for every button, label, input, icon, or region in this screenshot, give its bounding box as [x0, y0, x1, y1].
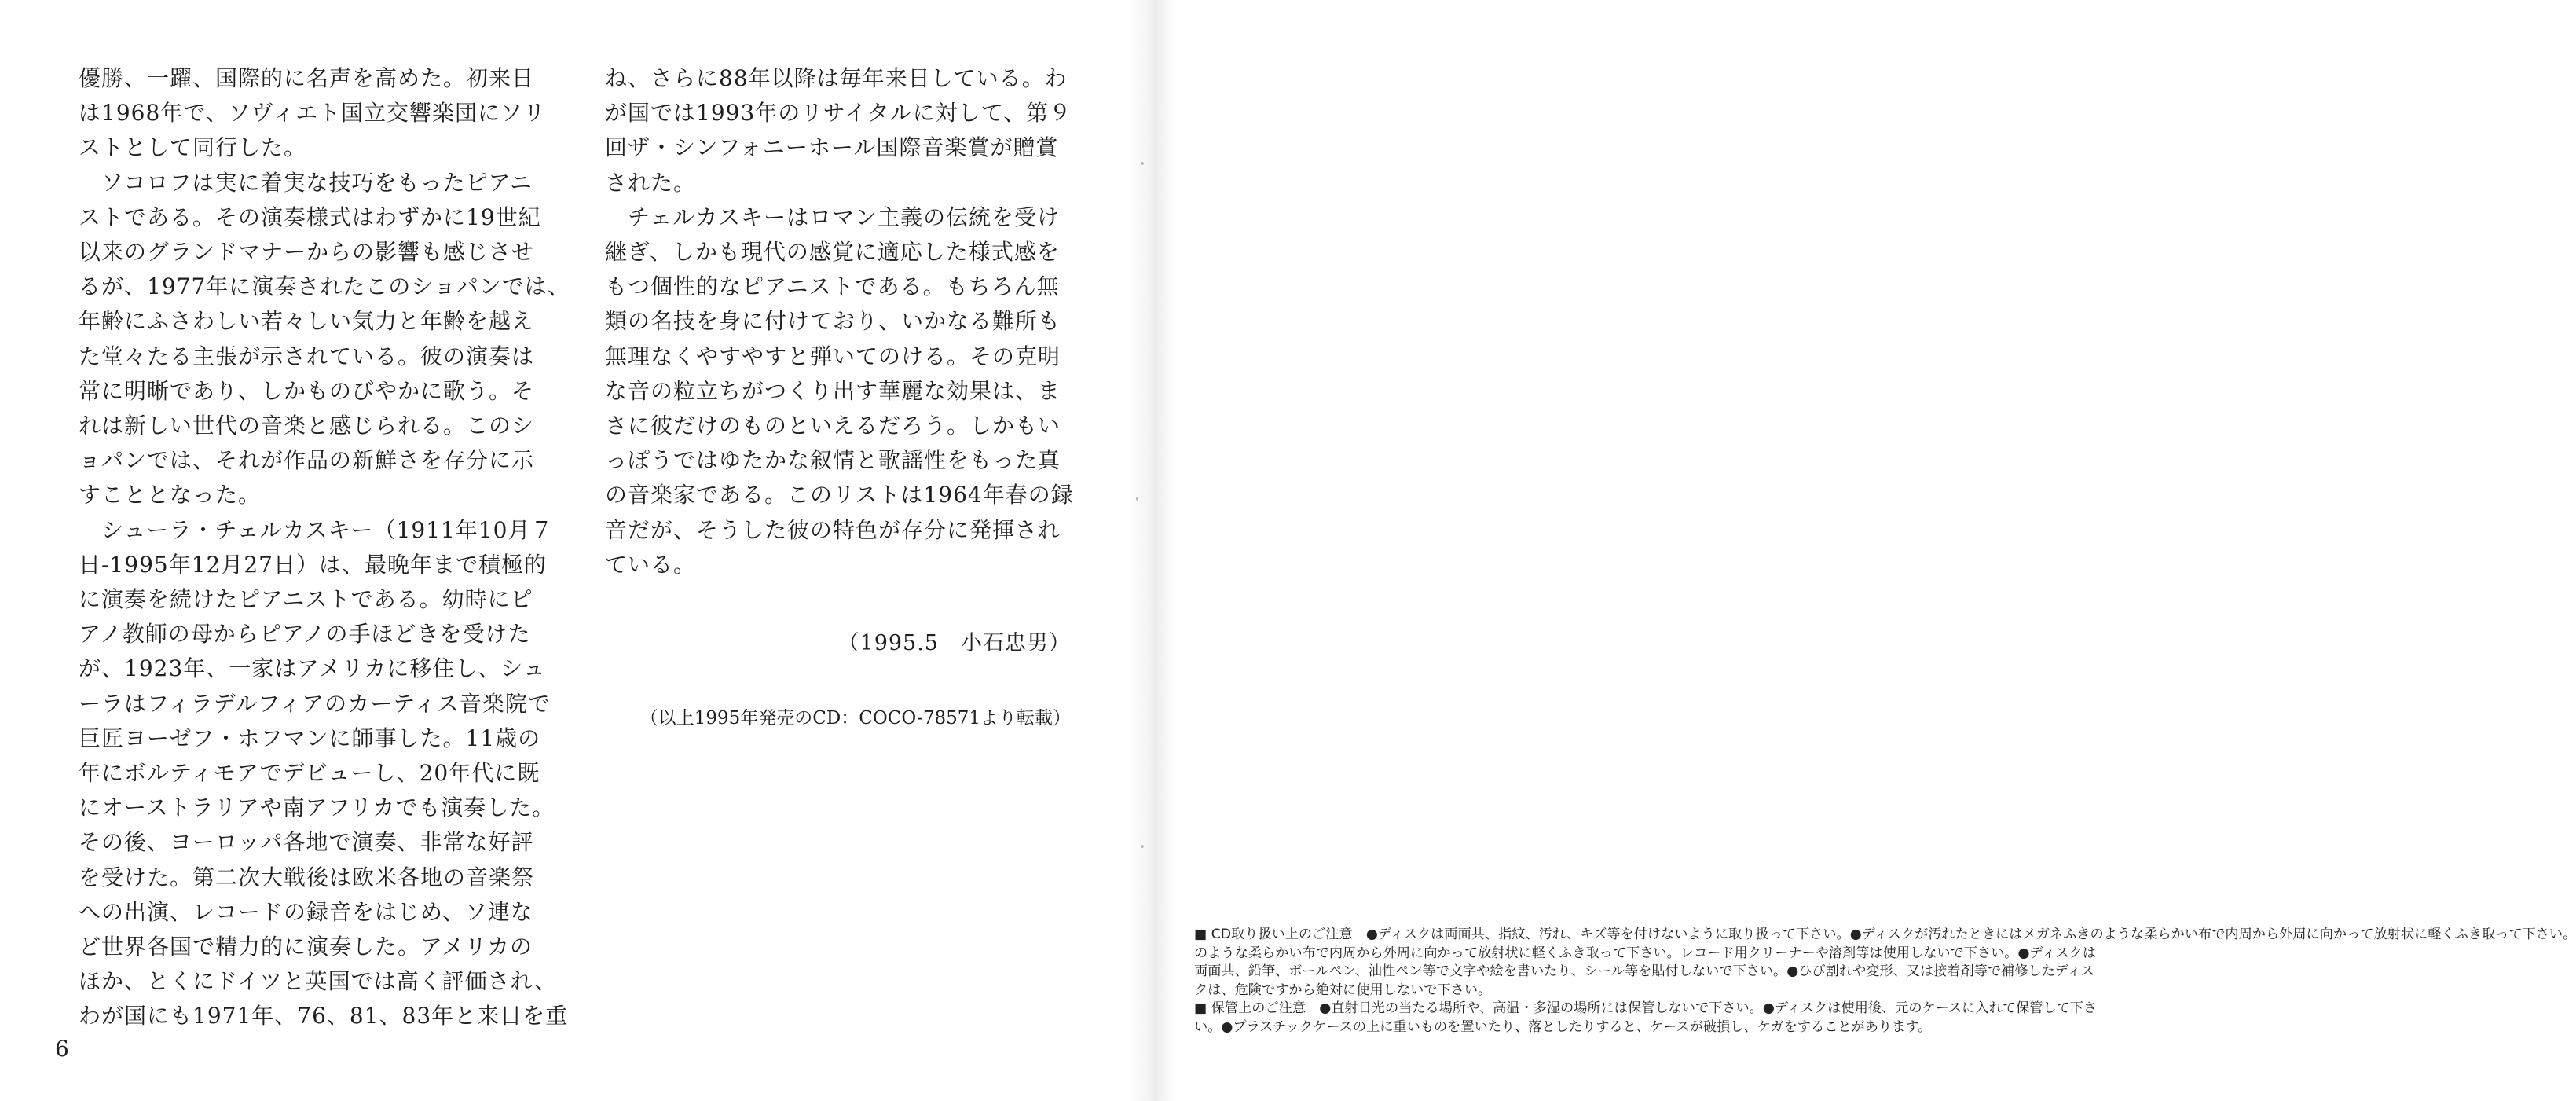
scan-speck	[1136, 497, 1138, 501]
text-line: ど世界各国で精力的に演奏した。アメリカの	[79, 934, 533, 960]
text-line: にオーストラリアや南アフリカでも演奏した。	[79, 795, 555, 821]
reprint-note: （以上1995年発売のCD：COCO-78571より転載）	[639, 708, 1071, 728]
text-line: ほか、とくにドイツと英国では高く評価され、	[79, 968, 558, 995]
note-line: ■ 保管上のご注意 ●直射日光の当たる場所や、高温・多湿の場所には保管しないで下さい。●ディスクは使用後、元のケースに入れて保管して下さ	[1194, 1000, 2098, 1016]
text-line: 年齢にふさわしい若々しい気力と年齢を越え	[79, 308, 535, 335]
text-line: 優勝、一躍、国際的に名声を高めた。初来日	[79, 65, 535, 91]
text-line: 無理なくやすやすと弾いてのける。その克明	[605, 343, 1061, 369]
text-line: 継ぎ、しかも現代の感覚に適応した様式感を	[605, 239, 1060, 266]
text-line: ョパンでは、それが作品の新鮮さを存分に示	[79, 447, 535, 474]
note-line: ■ CD取り扱い上のご注意 ●ディスクは両面共、指紋、汚れ、キズ等を付けないように取り扱って下さい。●ディスクが汚れたときにはメガネふきのような柔らかい布で内周から外周に向かって放射状に軽くふき取って下さい。	[1194, 927, 2576, 942]
text-line: への出演、レコードの録音をはじめ、ソ連な	[79, 898, 533, 925]
text-line: チェルカスキーはロマン主義の伝統を受け	[605, 204, 1061, 230]
note-line: 両面共、鉛筆、ボールペン、油性ペン等で文字や絵を書いたり、シール等を貼付しないで下さい。●ひび割れや変形、又は接着剤等で補修したディス	[1194, 963, 2094, 979]
text-line: 常に明晰であり、しかものびやかに歌う。そ	[79, 377, 535, 404]
text-line: ね、さらに88年以降は毎年来日している。わ	[605, 65, 1068, 91]
author-credit: （1995.5 小石忠男）	[837, 631, 1071, 655]
text-line: さに彼だけのものといえるだろう。しかもい	[605, 413, 1061, 439]
text-line: は1968年で、ソヴィエト国立交響楽団にソリ	[79, 100, 547, 127]
text-line: シューラ・チェルカスキー（1911年10月７	[79, 516, 554, 543]
text-line: を受けた。第二次大戦後は欧米各地の音楽祭	[79, 864, 535, 890]
text-line: その後、ヨーロッパ各地で演奏、非常な好評	[79, 829, 534, 856]
text-line: ーラはフィラデルフィアのカーティス音楽院で	[79, 690, 551, 717]
text-line: 年にボルティモアでデビューし、20年代に既	[79, 760, 540, 787]
note-line: い。●プラスチックケースの上に重いものを置いたり、落としたりすると、ケースが破損し、ケガをすることがあります。	[1194, 1018, 1932, 1035]
text-line: アノ教師の母からピアノの手ほどきを受けた	[79, 621, 531, 648]
note-line: クは、危険ですから絶対に使用しないで下さい。	[1194, 982, 1492, 998]
scan-speck	[1141, 845, 1144, 848]
text-line: が、1923年、一家はアメリカに移住し、シュ	[79, 655, 546, 682]
text-line: の音楽家である。このリストは1964年春の録	[605, 482, 1074, 508]
text-line: るが、1977年に演奏されたこのショパンでは、	[79, 273, 570, 300]
text-line: 回ザ・シンフォニーホール国際音楽賞が贈賞	[605, 134, 1059, 161]
cd-handling-notes	[1194, 926, 2576, 1037]
text-line: ストである。その演奏様式はわずかに19世紀	[79, 204, 541, 230]
text-line: ソコロフは実に着実な技巧をもったピアニ	[79, 169, 533, 196]
page-fold	[1130, 0, 1177, 1101]
text-line: 音だが、そうした彼の特色が存分に発揮され	[605, 516, 1061, 543]
text-line: 日-1995年12月27日）は、最晩年まで積極的	[79, 551, 547, 578]
text-line: 巨匠ヨーゼフ・ホフマンに師事した。11歳の	[79, 725, 541, 751]
text-line: された。	[605, 169, 697, 196]
text-line: 類の名技を身に付けており、いかなる難所も	[605, 308, 1061, 335]
scan-speck	[1141, 162, 1144, 165]
note-line: のような柔らかい布で内周から外周に向かって放射状に軽くふき取って下さい。レコード用クリーナーや溶剤等は使用しないで下さい。●ディスクは	[1194, 945, 2097, 961]
page-number: 6	[55, 1036, 69, 1062]
text-line: っぽうではゆたかな叙情と歌謡性をもった真	[605, 447, 1061, 474]
text-line: わが国にも1971年、76、81、83年と来日を重	[79, 1003, 569, 1029]
text-line: な音の粒立ちがつくり出す華麗な効果は、ま	[605, 377, 1061, 404]
text-column-left	[79, 61, 570, 1034]
text-line: もつ個性的なピアニストである。もちろん無	[605, 273, 1060, 300]
text-line: に演奏を続けたピアニストである。幼時にピ	[79, 586, 533, 613]
text-line: た堂々たる主張が示されている。彼の演奏は	[79, 343, 535, 369]
text-line: れは新しい世代の音楽と感じられる。このシ	[79, 413, 535, 439]
text-line: すこととなった。	[79, 482, 262, 508]
text-column-right	[605, 61, 1076, 582]
text-line: ストとして同行した。	[79, 134, 307, 161]
text-line: が国では1993年のリサイタルに対して、第９	[605, 100, 1072, 127]
text-line: ている。	[605, 551, 697, 578]
text-line: 以来のグランドマナーからの影響も感じさせ	[79, 239, 535, 266]
